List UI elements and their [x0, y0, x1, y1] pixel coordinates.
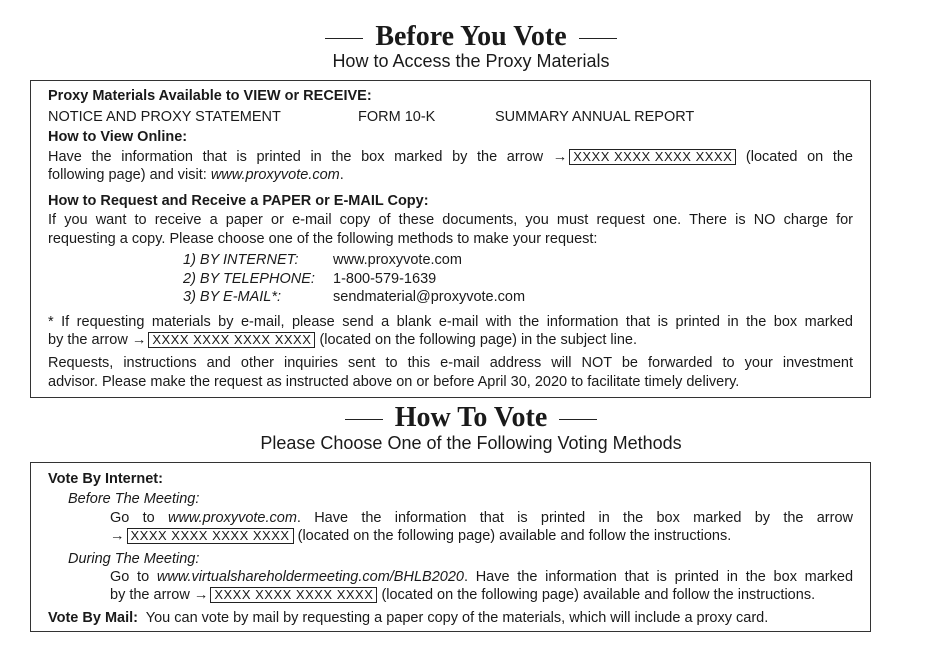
vote-by-mail: [48, 609, 768, 627]
title-rule-left: [325, 38, 363, 39]
view-online-text-b: (located on the: [745, 149, 853, 165]
footnote-line-2: [48, 331, 637, 349]
view-online-period: .: [339, 167, 344, 183]
material-10k: FORM 10-K: [358, 109, 436, 125]
during-text-b: . Have the information that is printed in the box marked: [463, 569, 854, 585]
during-text-d: (located on the following page) available and follow the instructions.: [381, 587, 816, 603]
before-meeting-label: Before The Meeting:: [68, 491, 200, 507]
arrow-icon: →: [110, 528, 125, 544]
arrow-icon: →: [552, 149, 568, 165]
during-text-a: Go to: [110, 569, 157, 585]
notice-line-2: advisor. Please make the request as instructed above on or before April 30, 2020 to facilitate timely delivery.: [48, 374, 740, 390]
notice-line-1: Requests, instructions and other inquiries sent to this e-mail address will NOT be forwarded to your investment: [48, 355, 853, 371]
vote-internet-heading: Vote By Internet:: [48, 471, 163, 487]
how-to-vote-title: [0, 401, 942, 435]
material-notice: NOTICE AND PROXY STATEMENT: [48, 109, 281, 125]
request-line-1: If you want to receive a paper or e-mail copy of these documents, you must request one. There is NO charge for: [48, 212, 853, 228]
during-meeting-line-1: [110, 568, 853, 586]
method-telephone-label: 2) BY TELEPHONE:: [183, 271, 315, 287]
title-rule-right: [579, 38, 617, 39]
request-line-2: requesting a copy. Please choose one of the following methods to make your request:: [48, 231, 598, 247]
control-number-box: XXXX XXXX XXXX XXXX: [210, 587, 377, 603]
title-rule-left: [345, 419, 383, 420]
materials-heading: Proxy Materials Available to VIEW or RECEIVE:: [48, 88, 372, 104]
during-meeting-label: During The Meeting:: [68, 551, 200, 567]
view-online-line-2: [48, 166, 344, 184]
howto-subtitle: Please Choose One of the Following Voting Methods: [260, 433, 682, 453]
arrow-icon: →: [193, 587, 209, 603]
arrow-icon: →: [131, 332, 147, 348]
proxyvote-link[interactable]: www.proxyvote.com: [167, 510, 297, 526]
before-subtitle: How to Access the Proxy Materials: [332, 51, 610, 71]
method-email-value[interactable]: sendmaterial@proxyvote.com: [333, 289, 526, 305]
vote-mail-heading: Vote By Mail:: [48, 610, 138, 626]
before-meeting-line-1: [110, 509, 853, 527]
before-meeting-line-2: [110, 527, 731, 545]
before-text-c: (located on the following page) available and follow the instructions.: [297, 528, 732, 544]
method-email: [183, 288, 525, 306]
footnote-line-1: * If requesting materials by e-mail, please send a blank e-mail with the information that is printed in the box marked: [48, 314, 853, 330]
footnote-text-b: (located on the following page) in the subject line.: [319, 332, 638, 348]
materials-list: [48, 108, 694, 126]
before-you-vote-title: [0, 20, 942, 54]
before-title-text: Before You Vote: [375, 21, 567, 52]
howto-title-text: How To Vote: [394, 402, 548, 433]
method-internet-label: 1) BY INTERNET:: [183, 252, 299, 268]
view-online-line-1: [48, 148, 853, 166]
view-online-heading: How to View Online:: [48, 129, 188, 145]
request-heading: How to Request and Receive a PAPER or E-MAIL Copy:: [48, 193, 429, 209]
method-telephone: [183, 270, 436, 288]
method-telephone-value[interactable]: 1-800-579-1639: [333, 271, 437, 287]
during-text-c: by the arrow: [110, 587, 190, 603]
proxyvote-link[interactable]: www.proxyvote.com: [210, 167, 340, 183]
vote-mail-text: You can vote by mail by requesting a paper copy of the materials, which will include a proxy card.: [145, 610, 769, 626]
control-number-box: XXXX XXXX XXXX XXXX: [127, 528, 294, 544]
control-number-box: XXXX XXXX XXXX XXXX: [569, 149, 736, 165]
method-internet: [183, 251, 462, 269]
before-text-b: . Have the information that is printed in the box marked by the arrow: [296, 510, 853, 526]
method-email-label: 3) BY E-MAIL*:: [183, 289, 282, 305]
view-online-text-c: following page) and visit:: [48, 167, 211, 183]
before-text-a: Go to: [110, 510, 168, 526]
control-number-box: XXXX XXXX XXXX XXXX: [148, 332, 315, 348]
material-annual-report: SUMMARY ANNUAL REPORT: [495, 109, 695, 125]
method-internet-value[interactable]: www.proxyvote.com: [333, 252, 462, 268]
view-online-text-a: Have the information that is printed in the box marked by the arrow: [48, 149, 544, 165]
during-meeting-line-2: [110, 586, 815, 604]
title-rule-right: [559, 419, 597, 420]
virtual-meeting-link[interactable]: www.virtualshareholdermeeting.com/BHLB2020: [156, 569, 464, 585]
footnote-text-a: by the arrow: [48, 332, 128, 348]
